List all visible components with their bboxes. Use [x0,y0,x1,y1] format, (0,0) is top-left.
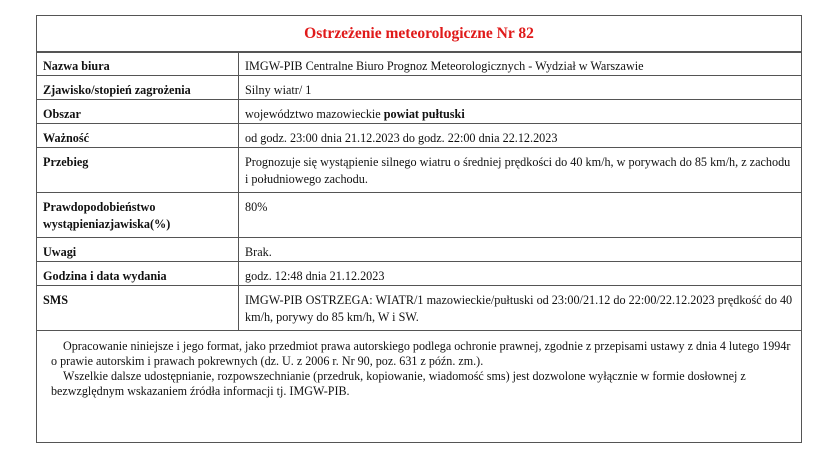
row-label-issued: Godzina i data wydania [37,262,239,286]
row-label-probability: Prawdopodobieństwo wystąpieniazjawiska(%) [37,193,239,238]
warning-table [37,52,801,331]
row-label-phenomenon: Zjawisko/stopień zagrożenia [37,76,239,100]
table-row [37,238,801,262]
row-value-area [239,100,802,124]
row-label-area: Obszar [37,100,239,124]
table-row [37,124,801,148]
table-row [37,53,801,76]
row-value-phenomenon: Silny wiatr/ 1 [239,76,802,100]
table-row [37,193,801,238]
row-label-sms: SMS [37,286,239,331]
row-value-issued: godz. 12:48 dnia 21.12.2023 [239,262,802,286]
row-value-sms: IMGW-PIB OSTRZEGA: WIATR/1 mazowieckie/pułtuski od 23:00/21.12 do 22:00/22.12.2023 prędkość do 40 km/h, porywy do 85 km/h, W i SW. [239,286,802,331]
table-row [37,100,801,124]
copyright-notice [37,331,801,399]
row-label-office: Nazwa biura [37,53,239,76]
row-value-remarks: Brak. [239,238,802,262]
area-county: powiat pułtuski [383,107,465,121]
row-label-remarks: Uwagi [37,238,239,262]
row-label-validity: Ważność [37,124,239,148]
table-row [37,148,801,193]
table-row [37,262,801,286]
row-value-course: Prognozuje się wystąpienie silnego wiatru o średniej prędkości do 40 km/h, w porywach do 85 km/h, z zachodu i południowego zachodu. [239,148,802,193]
distribution-paragraph: Wszelkie dalsze udostępnianie, rozpowszechnianie (przedruk, kopiowanie, wiadomość sms) jest dozwolone wyłącznie w formie dosłownej z bezwzględnym wskazaniem źródła informacji tj. IMGW-PIB. [51,369,746,398]
document-title: Ostrzeżenie meteorologiczne Nr 82 [37,16,801,52]
row-label-course: Przebieg [37,148,239,193]
copyright-paragraph: Opracowanie niniejsze i jego format, jako przedmiot prawa autorskiego podlega ochronie prawnej, zgodnie z przepisami ustawy z dnia 4 lutego 1994r o prawie autorskim i prawach pokrewnych (dz. U. z 2006 r. Nr 90, poz. 631 z późn. zm.). [51,339,791,368]
warning-document [36,15,802,443]
row-value-validity: od godz. 23:00 dnia 21.12.2023 do godz. 22:00 dnia 22.12.2023 [239,124,802,148]
row-value-office: IMGW-PIB Centralne Biuro Prognoz Meteorologicznych - Wydział w Warszawie [239,53,802,76]
table-row [37,286,801,331]
area-region: województwo mazowieckie [245,107,384,121]
row-value-probability: 80% [239,193,802,238]
table-row [37,76,801,100]
